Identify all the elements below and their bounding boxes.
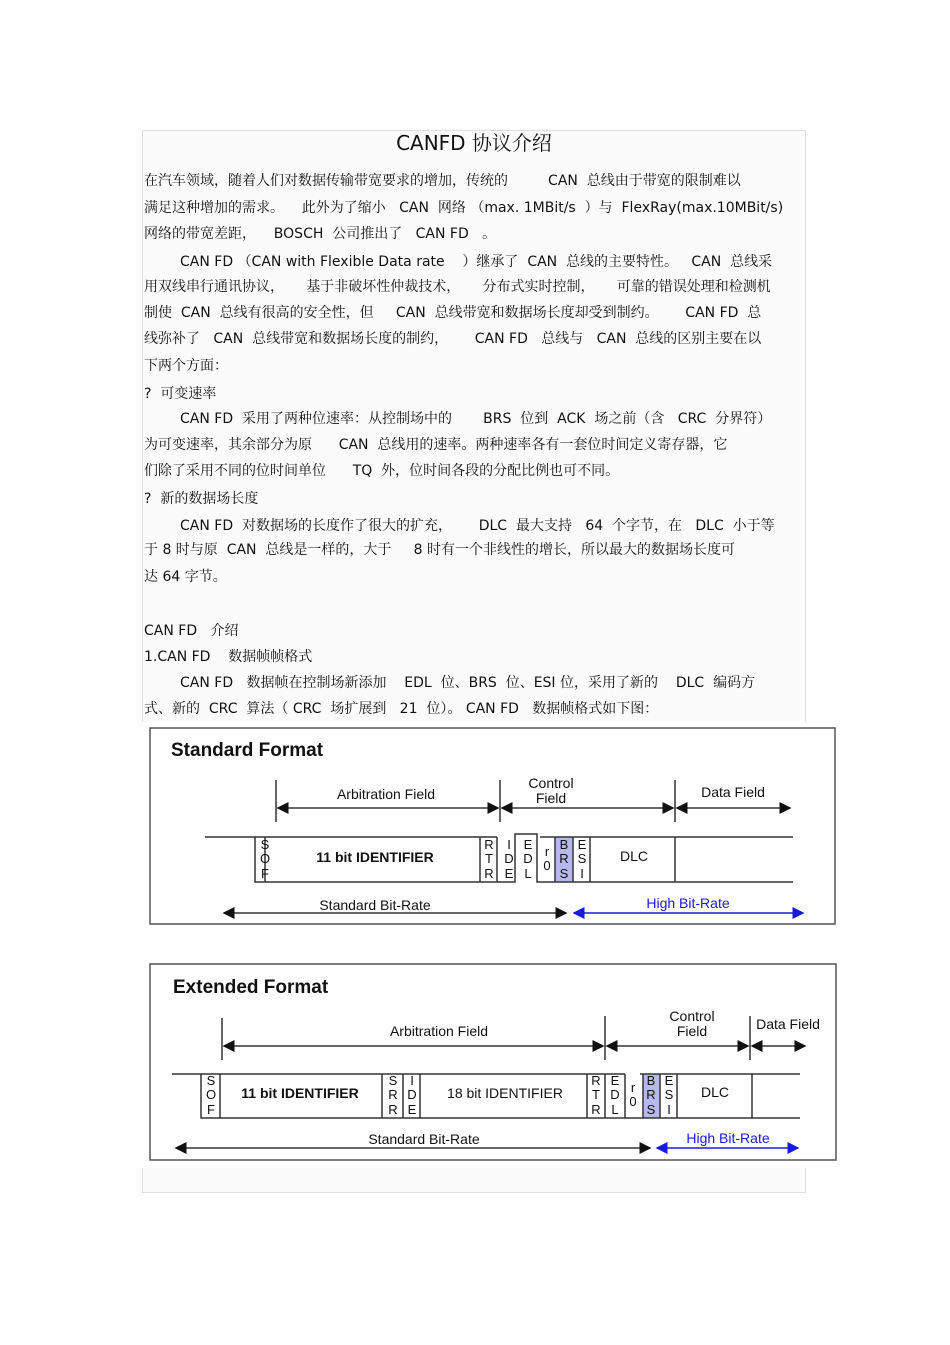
svg-text:S: S [646, 1102, 656, 1117]
high-bit-rate-label: High Bit-Rate [686, 1130, 770, 1146]
text-line: 为可变速率，其余部分为原 CAN 总线用的速率。两种速率各有一套位时间定义寄存器，它 [144, 437, 728, 453]
control-field-label: Control [528, 775, 574, 791]
svg-text:E: E [407, 1102, 417, 1117]
text-line: CAN FD 对数据场的长度作了很大的扩充， DLC 最大支持 64 个字节，在 DLC 小于等 [180, 518, 775, 534]
text-line: CAN FD 数据帧在控制场新添加 EDL 位、BRS 位、ESI 位，采用了新的 DLC 编码方 [180, 675, 756, 691]
svg-text:R: R [559, 851, 569, 866]
text-line: CAN FD （CAN with Flexible Data rate ）继承了 CAN 总线的主要特性。 CAN 总线采 [180, 254, 773, 270]
svg-text:0: 0 [629, 1094, 637, 1109]
svg-text:T: T [592, 1087, 600, 1102]
svg-text:R: R [591, 1102, 601, 1117]
text-line: 线弥补了 CAN 总线带宽和数据场长度的制约， CAN FD 总线与 CAN 总线的区别主要在以 [144, 331, 762, 347]
svg-text:S: S [559, 866, 569, 881]
canfd-frame-format-figure [142, 722, 850, 1170]
identifier-11-label: 11 bit IDENTIFIER [241, 1085, 359, 1101]
svg-text:I: I [667, 1102, 671, 1117]
bullet-heading: ? 可变速率 [144, 386, 217, 402]
section-heading: CAN FD 介绍 [144, 623, 239, 639]
svg-text:B: B [559, 837, 569, 852]
svg-text:S: S [664, 1087, 674, 1102]
svg-text:O: O [259, 851, 271, 866]
svg-text:S: S [206, 1073, 216, 1088]
svg-text:R: R [388, 1102, 398, 1117]
svg-text:r: r [544, 844, 550, 859]
text-line: 下两个方面： [144, 358, 228, 374]
svg-text:I: I [507, 837, 511, 852]
text-line: 达 64 字节。 [144, 569, 227, 585]
bullet-heading: ? 新的数据场长度 [144, 491, 259, 507]
standard-bit-rate-label: Standard Bit-Rate [368, 1131, 480, 1147]
standard-format-title: Standard Format [171, 740, 324, 761]
text-line: 制使 CAN 总线有很高的安全性，但 CAN 总线带宽和数据场长度却受到制约。 CAN FD 总 [144, 305, 762, 321]
dlc-label: DLC [619, 848, 649, 864]
svg-text:B: B [646, 1073, 656, 1088]
svg-text:D: D [610, 1087, 620, 1102]
standard-bit-rate-label: Standard Bit-Rate [319, 897, 431, 913]
svg-text:S: S [577, 851, 587, 866]
svg-text:I: I [410, 1073, 414, 1088]
control-field-label: Field [535, 790, 567, 806]
svg-text:F: F [261, 866, 269, 881]
svg-text:S: S [260, 837, 270, 852]
text-line: 们除了采用不同的位时间单位 TQ 外，位时间各段的分配比例也可不同。 [144, 463, 620, 479]
svg-text:0: 0 [543, 858, 551, 873]
text-line: 用双线串行通讯协议， 基于非破坏性仲裁技术， 分布式实时控制， 可靠的错误处理和检测机 [144, 279, 771, 295]
svg-text:E: E [504, 866, 514, 881]
subsection-heading: 1.CAN FD 数据帧帧格式 [144, 649, 313, 665]
arbitration-field-label: Arbitration Field [389, 1023, 489, 1039]
svg-text:E: E [610, 1073, 620, 1088]
text-line: 式、新的 CRC 算法（ CRC 场扩展到 21 位）。 CAN FD 数据帧格式如下图： [144, 701, 659, 717]
svg-text:F: F [207, 1102, 215, 1117]
dlc-label: DLC [700, 1084, 730, 1100]
arbitration-field-label: Arbitration Field [336, 786, 436, 802]
data-field-label: Data Field [701, 784, 765, 800]
svg-text:R: R [388, 1087, 398, 1102]
svg-text:R: R [484, 837, 494, 852]
svg-text:D: D [504, 851, 514, 866]
text-line: 满足这种增加的需求。 此外为了缩小 CAN 网络 （max. 1MBit/s ）与 FlexRay(max.10MBit/s) [144, 200, 784, 216]
data-field-label: Data Field [756, 1016, 820, 1032]
identifier-18-label: 18 bit IDENTIFIER [447, 1085, 563, 1101]
svg-text:R: R [646, 1087, 656, 1102]
svg-text:D: D [523, 851, 533, 866]
svg-text:E: E [523, 837, 533, 852]
svg-text:R: R [484, 866, 494, 881]
control-field-label: Field [676, 1023, 708, 1039]
svg-text:O: O [205, 1087, 217, 1102]
text-line: 网络的带宽差距， BOSCH 公司推出了 CAN FD 。 [144, 226, 497, 242]
page-title: CANFD 协议介绍 [396, 131, 552, 155]
text-line: CAN FD 采用了两种位速率：从控制场中的 BRS 位到 ACK 场之前（含 CRC 分界符） [180, 411, 772, 427]
text-line: 于 8 时与原 CAN 总线是一样的，大于 8 时有一个非线性的增长，所以最大的数据场长度可 [144, 542, 736, 558]
svg-text:R: R [591, 1073, 601, 1088]
svg-text:E: E [577, 837, 587, 852]
svg-text:T: T [485, 851, 493, 866]
svg-text:L: L [524, 866, 532, 881]
svg-text:I: I [580, 866, 584, 881]
high-bit-rate-label: High Bit-Rate [646, 895, 730, 911]
control-field-label: Control [669, 1008, 715, 1024]
svg-text:L: L [611, 1102, 619, 1117]
extended-format-title: Extended Format [173, 977, 329, 998]
text-line: 在汽车领域，随着人们对数据传输带宽要求的增加，传统的 CAN 总线由于带宽的限制难以 [144, 173, 741, 189]
svg-text:D: D [407, 1087, 417, 1102]
svg-text:S: S [388, 1073, 398, 1088]
identifier-label: 11 bit IDENTIFIER [316, 849, 434, 865]
svg-text:r: r [630, 1080, 636, 1095]
svg-text:E: E [664, 1073, 674, 1088]
